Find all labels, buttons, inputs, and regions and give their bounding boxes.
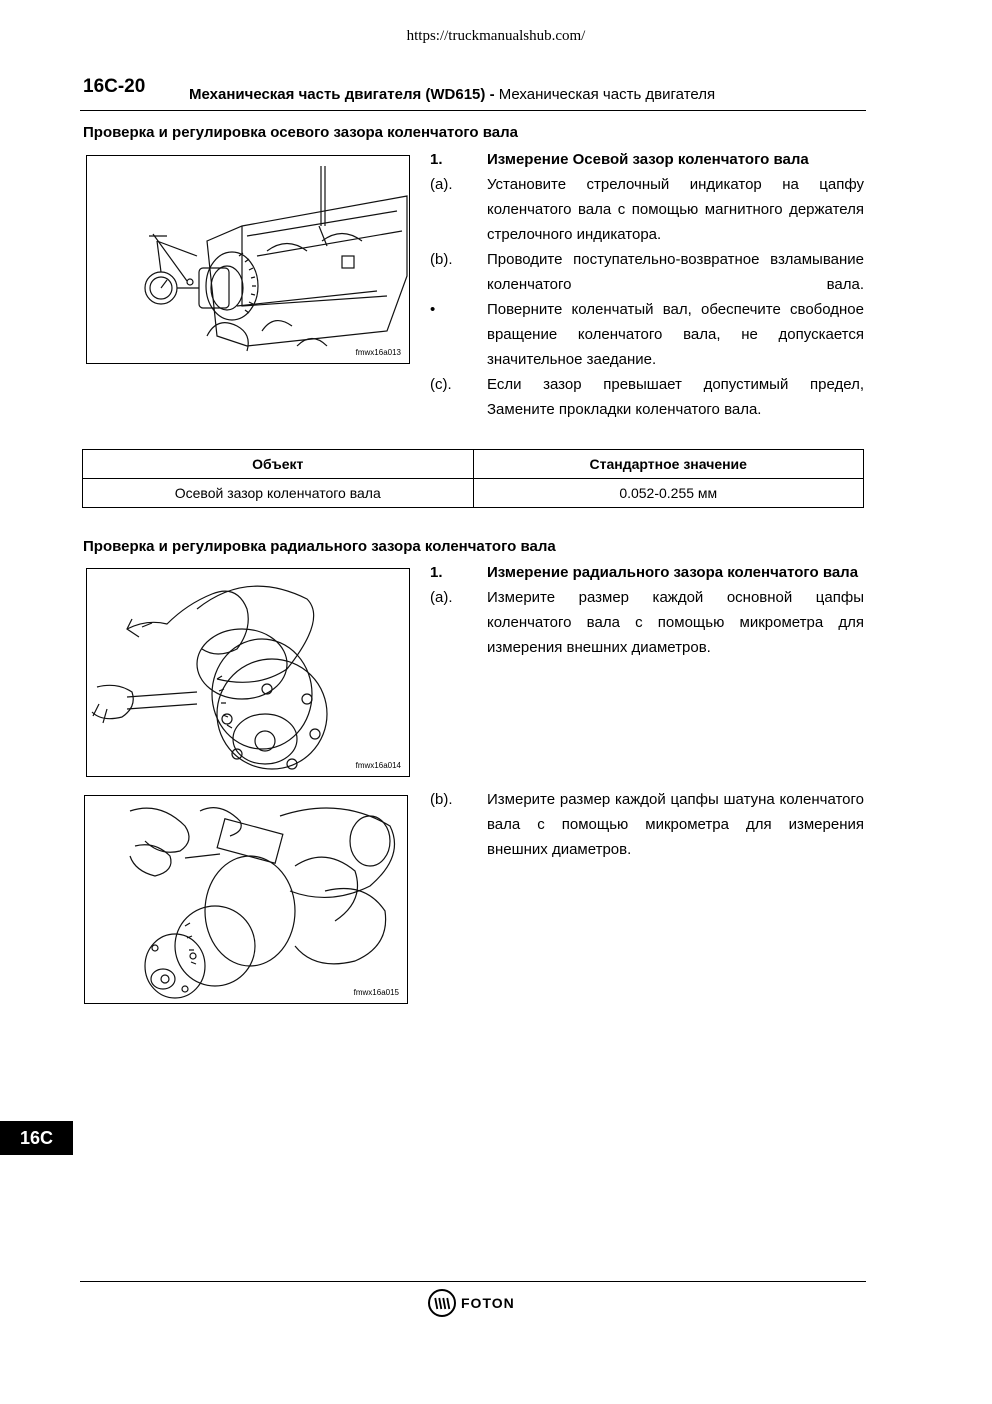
figure-rod-journal xyxy=(84,795,408,1004)
section-title-radial: Проверка и регулировка радиального зазора коленчатого вала xyxy=(83,538,556,555)
step-marker: (c). xyxy=(430,376,452,393)
steps-radial-b xyxy=(430,787,864,862)
step-text: Измерите размер каждой цапфы шатуна коленчатого вала с помощью микрометра для измерения внешних диаметров. xyxy=(487,791,864,858)
step-bullet-axial xyxy=(430,297,864,372)
figure-label: fmwx16a013 xyxy=(355,348,401,357)
section-title-axial: Проверка и регулировка осевого зазора коленчатого вала xyxy=(83,124,518,141)
header-title-bold: Механическая часть двигателя (WD615) - xyxy=(189,86,495,103)
table-header-row xyxy=(83,450,864,479)
page-header-title xyxy=(189,86,715,103)
footer-divider xyxy=(80,1281,866,1282)
foton-logo-icon xyxy=(427,1288,457,1318)
engine-block-illustration xyxy=(87,156,409,363)
step-text: Поверните коленчатый вал, обеспечите свободное вращение коленчатого вала, не допускается значительное заедание. xyxy=(487,301,864,368)
figure-label: fmwx16a015 xyxy=(353,988,399,997)
step-b-radial xyxy=(430,787,864,862)
step-text: Измерение радиального зазора коленчатого вала xyxy=(487,564,859,581)
step-marker: 1. xyxy=(430,564,443,581)
step-marker: (a). xyxy=(430,589,453,606)
step-marker: (b). xyxy=(430,791,453,808)
footer-logo xyxy=(427,1288,515,1318)
header-title-regular: Механическая часть двигателя xyxy=(494,86,716,103)
table-cell-value: 0.052-0.255 мм xyxy=(473,479,864,508)
source-url: https://truckmanualshub.com/ xyxy=(406,28,586,44)
crankshaft-rod-journal-illustration xyxy=(85,796,407,1003)
page-number: 16C-20 xyxy=(83,76,146,97)
footer-brand: FOTON xyxy=(461,1295,515,1311)
step-text: Если зазор превышает допустимый предел, Замените прокладки коленчатого вала. xyxy=(487,376,864,418)
step-text: Измерение Осевой зазор коленчатого вала xyxy=(487,151,809,168)
table-row xyxy=(83,479,864,508)
step-c-axial xyxy=(430,372,864,422)
step-marker: 1. xyxy=(430,151,443,168)
table-header-standard: Стандартное значение xyxy=(473,450,864,479)
spec-table xyxy=(82,449,864,508)
step-text: Проводите поступательно-возвратное взламывание коленчатого вала. xyxy=(487,251,864,293)
step-marker: • xyxy=(430,301,436,318)
step-marker: (b). xyxy=(430,251,453,268)
figure-axial-clearance xyxy=(86,155,410,364)
figure-label: fmwx16a014 xyxy=(355,761,401,770)
table-cell-object: Осевой зазор коленчатого вала xyxy=(83,479,474,508)
step-b-axial xyxy=(430,247,864,297)
header-divider xyxy=(80,110,866,111)
steps-axial xyxy=(430,147,864,422)
step-text: Установите стрелочный индикатор на цапфу коленчатого вала с помощью магнитного держателя стрелочного индикатора. xyxy=(487,176,864,243)
crankshaft-main-journal-illustration xyxy=(87,569,409,776)
chapter-tab: 16C xyxy=(0,1121,73,1155)
steps-radial-a xyxy=(430,560,864,660)
step-1-axial xyxy=(430,147,864,172)
figure-main-journal xyxy=(86,568,410,777)
table-header-object: Объект xyxy=(83,450,474,479)
step-text: Измерите размер каждой основной цапфы коленчатого вала с помощью микрометра для измерения внешних диаметров. xyxy=(487,589,864,656)
step-1-radial xyxy=(430,560,864,585)
step-marker: (a). xyxy=(430,176,453,193)
step-a-radial xyxy=(430,585,864,660)
step-a-axial xyxy=(430,172,864,247)
